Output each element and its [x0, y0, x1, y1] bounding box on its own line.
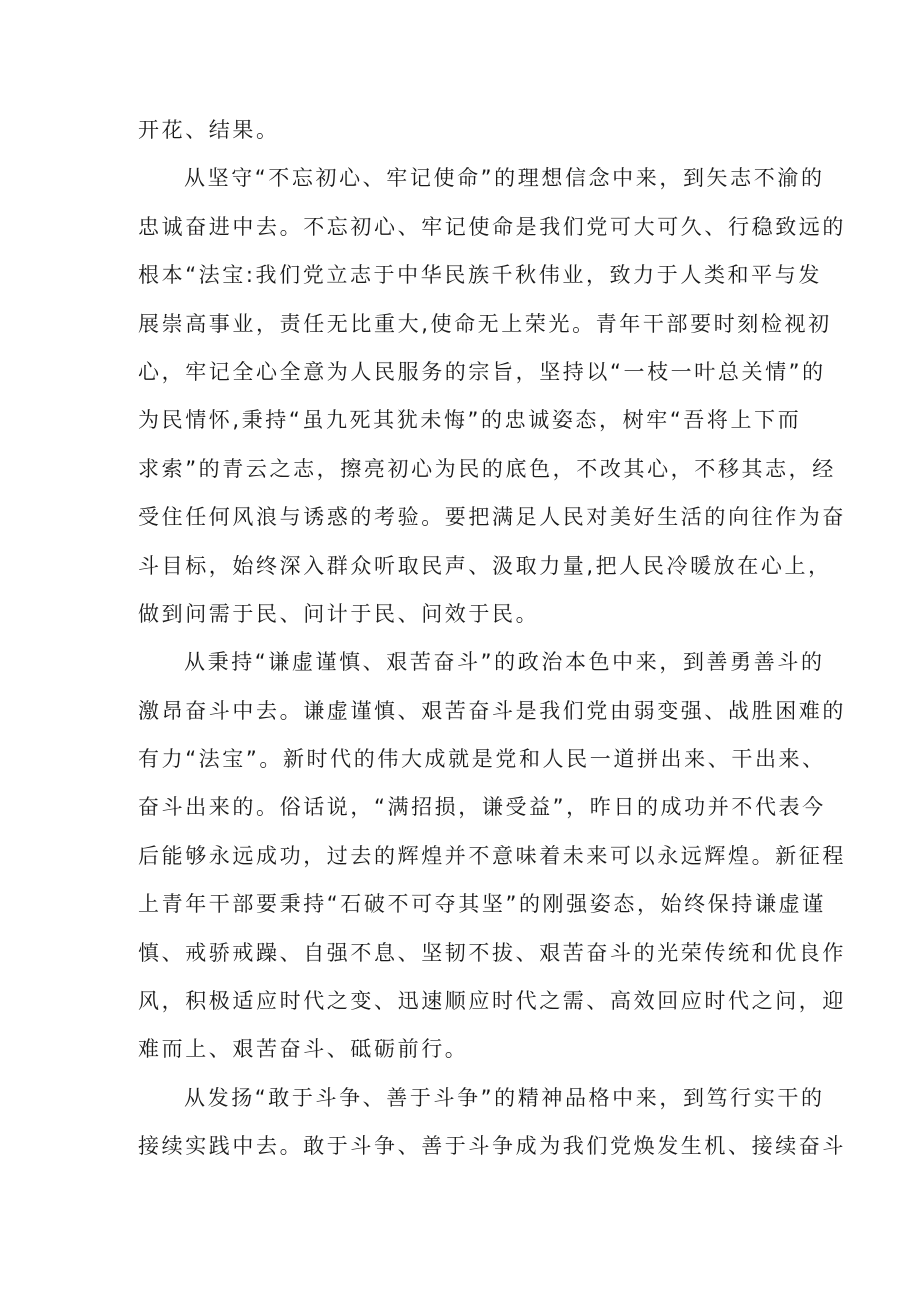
paragraph-continuation	[138, 106, 783, 154]
text-line: 为民情怀,秉持“虽九死其犹未悔”的忠诚姿态，树牢“吾将上下而	[138, 408, 802, 433]
text-line: 后能够永远成功，过去的辉煌并不意味着未来可以永远辉煌。新征程	[138, 843, 846, 868]
paragraph-humility-hard-work	[138, 638, 846, 1074]
text-line: 奋斗出来的。俗话说，“满招损，谦受益”，昨日的成功并不代表今	[138, 795, 826, 820]
text-line: 心，牢记全心全意为人民服务的宗旨，坚持以“一枝一叶总关情”的	[138, 359, 826, 384]
text-line: 激昂奋斗中去。谦虚谨慎、艰苦奋斗是我们党由弱变强、战胜困难的	[138, 698, 846, 723]
text-line: 从发扬“敢于斗争、善于斗争”的精神品格中来，到笃行实干的	[184, 1085, 825, 1110]
text-line: 受住任何风浪与诱惑的考验。要把满足人民对美好生活的向往作为奋	[138, 505, 846, 530]
text-line: 展崇高事业，责任无比重大,使命无上荣光。青年干部要时刻检视初	[138, 311, 832, 336]
text-line: 从秉持“谦虚谨慎、艰苦奋斗”的政治本色中来，到善勇善斗的	[184, 650, 825, 675]
text-line: 斗目标，始终深入群众听取民声、汲取力量,把人民冷暖放在心上，	[138, 553, 832, 578]
document-body	[138, 106, 846, 1171]
text-line: 上青年干部要秉持“石破不可夺其坚”的刚强姿态，始终保持谦虚谨	[138, 892, 826, 917]
text-line: 接续实践中去。敢于斗争、善于斗争成为我们党焕发生机、接续奋斗	[138, 1134, 846, 1159]
text-line: 难而上、艰苦奋斗、砥砺前行。	[138, 1037, 469, 1062]
text-line: 求索”的青云之志，擦亮初心为民的底色，不改其心，不移其志，经	[138, 456, 836, 481]
text-line: 有力“法宝”。新时代的伟大成就是党和人民一道拼出来、干出来、	[138, 747, 826, 772]
paragraph-initial-aspiration	[138, 154, 846, 638]
text-line: 根本“法宝:我们党立志于中华民族千秋伟业，致力于人类和平与发	[138, 263, 822, 288]
text-line: 慎、戒骄戒躁、自强不息、坚韧不拔、艰苦奋斗的光荣传统和优良作	[138, 940, 846, 965]
text-line: 从坚守“不忘初心、牢记使命”的理想信念中来，到矢志不渝的	[184, 166, 825, 191]
text-line: 忠诚奋进中去。不忘初心、牢记使命是我们党可大可久、行稳致远的	[138, 214, 846, 239]
text-line: 风，积极适应时代之变、迅速顺应时代之需、高效回应时代之问，迎	[138, 989, 846, 1014]
text-line: 开花、结果。	[138, 118, 280, 142]
paragraph-struggle-spirit	[138, 1074, 846, 1171]
text-line: 做到问需于民、问计于民、问效于民。	[138, 601, 540, 626]
